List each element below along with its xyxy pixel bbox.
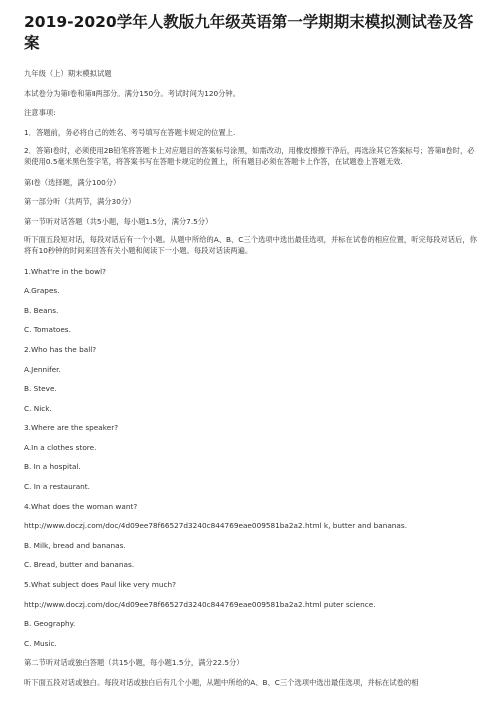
question-3-option-b: B. In a hospital. [24, 462, 81, 472]
question-5: 5.What subject does Paul like very much? [24, 580, 176, 590]
part-1-heading: 第Ⅰ卷（选择题，满分100分） [24, 177, 121, 187]
notes-heading: 注意事项: [24, 108, 56, 118]
question-4: 4.What does the woman want? [24, 501, 138, 511]
note-1: 1．答题前，务必将自己的姓名、考号填写在答题卡规定的位置上. [24, 127, 236, 137]
question-2-option-c: C. Nick. [24, 403, 52, 413]
question-4-option-a: http://www.doczj.com/doc/4d09ee78f66527d3240c844769eae009581ba2a2.html k, butter and bananas. [24, 521, 408, 531]
question-5-option-b: B. Geography. [24, 619, 76, 629]
question-3-option-c: C. In a restaurant. [24, 482, 90, 492]
question-3: 3.Where are the speaker? [24, 423, 119, 433]
question-1-option-b: B. Beans. [24, 305, 59, 315]
question-3-option-a: A.In a clothes store. [24, 442, 97, 452]
question-1: 1.What're in the bowl? [24, 266, 107, 276]
question-1-option-c: C. Tomatoes. [24, 325, 71, 335]
section-2-instructions: 听下面五段对话或独白。每段对话或独白后有几个小题，从题中所给的A、B、C三个选项中选出最佳选项，并标在试卷的相 [24, 678, 419, 687]
question-5-option-a: http://www.doczj.com/doc/4d09ee78f66527d3240c844769eae009581ba2a2.html puter science. [24, 599, 376, 609]
question-4-option-c: C. Bread, butter and bananas. [24, 560, 135, 570]
question-2-option-a: A.Jennifer. [24, 364, 61, 374]
section-1-heading: 第一节听对话答题（共5小题，每小题1.5分，满分7.5分） [24, 216, 213, 226]
note-2: 2．答第Ⅰ卷时，必须使用2B铅笔将答题卡上对应题目的答案标号涂黑，如需改动，用橡皮擦擦干净后，再选涂其它答案标号；答第Ⅱ卷时，必须使用0.5毫米黑色签字笔，将答案书写在答题卡规定的位置上，所有题目必须在答题卡上作答，在试题卷上答题无效. [24, 146, 475, 167]
document-title: 2019-2020学年人教版九年级英语第一学期期末模拟测试卷及答案 [24, 13, 474, 52]
question-5-option-c: C. Music. [24, 638, 57, 648]
document-body [24, 68, 480, 688]
question-1-option-a: A.Grapes. [24, 286, 60, 296]
section-listening-heading: 第一部分听（共两节，满分30分） [24, 197, 136, 207]
section-1-instructions: 听下面五段短对话，每段对话后有一个小题。从题中所给的A、B、C三个选项中选出最佳选项，并标在试卷的相应位置，听完每段对话后，你将有10秒钟的时间来回答有关小题和阅读下一小题。每段对话读两遍。 [24, 235, 477, 256]
question-2: 2.Who has the ball? [24, 344, 97, 354]
exam-info: 本试卷分为第Ⅰ卷和第Ⅱ两部分。满分150分。考试时间为120分钟。 [24, 88, 241, 98]
subtitle: 九年级（上）期末模拟试题 [24, 69, 112, 78]
section-2-heading: 第二节听对话或独白答题（共15小题，每小题1.5分，满分22.5分） [24, 658, 244, 668]
question-4-option-b: B. Milk, bread and bananas. [24, 540, 126, 550]
question-2-option-b: B. Steve. [24, 384, 57, 394]
